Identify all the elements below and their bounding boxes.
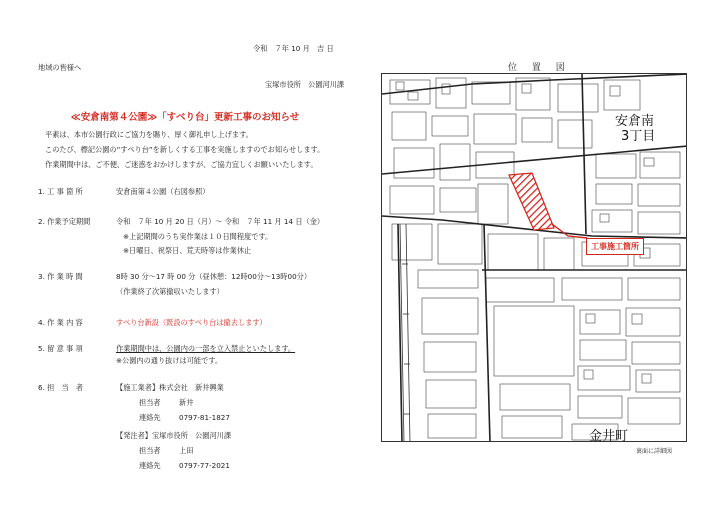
- client-phone: 0797-77-2021: [179, 461, 230, 470]
- item-value-location: 安倉南第４公園（右図参照）: [116, 187, 210, 196]
- sender: 宝塚市役所 公園河川課: [265, 80, 345, 89]
- intro-line: 作業期間中は、ご不便、ご迷惑をおかけしますが、ご協力宜しくお願いいたします。: [45, 160, 318, 169]
- callout-leader-line: [552, 224, 587, 238]
- hours-note: （作業終了次第撤収いたします）: [116, 287, 224, 296]
- client-phone-label: 連絡先: [139, 461, 161, 470]
- item-label-notice: 5. 留 意 事 項: [38, 344, 83, 353]
- notice-date: 令和 ７年 10 月 吉 日: [253, 44, 334, 53]
- period-note: ※上記期間のうち実作業は１０日間程度です。: [123, 232, 273, 241]
- item-label-period: 2. 作業予定期間: [38, 217, 91, 226]
- notice-title: ≪安倉南第４公園≫「すべり台」更新工事のお知らせ: [70, 112, 300, 123]
- contractor-person: 新井: [179, 398, 194, 407]
- item-value-notice: 作業期間中は、公園内の一部を立入禁止といたします。: [116, 344, 296, 353]
- construction-site-callout: 工事施工箇所: [586, 238, 644, 255]
- contractor-name: 【施工業者】株式会社 新井興業: [116, 383, 224, 392]
- notice-note: ※公園内の通り抜けは可能です。: [116, 356, 223, 365]
- contractor-phone: 0797-81-1827: [179, 413, 230, 422]
- client-person: 上田: [179, 446, 194, 455]
- client-person-label: 担当者: [139, 446, 161, 455]
- map-label-area-3: 金井町: [589, 429, 629, 444]
- item-value-hours: 8時 30 分～17 時 00 分（昼休憩：12時00分～13時00分）: [116, 272, 312, 281]
- item-value-content: すべり台新設（既設のすべり台は撤去します）: [116, 318, 267, 327]
- contractor-person-label: 担当者: [139, 398, 161, 407]
- client-name: 【発注者】宝塚市役所 公園河川課: [116, 431, 232, 440]
- item-label-hours: 3. 作 業 時 間: [38, 272, 83, 281]
- period-note: ※日曜日、祝祭日、荒天時等は作業休止: [123, 246, 252, 255]
- item-value-period: 令和 ７年 10 月 20 日（月）～ 令和 ７年 11 月 14 日（金）: [116, 217, 325, 226]
- recipient: 地域の皆様へ: [38, 63, 82, 72]
- map-title: 位 置 図: [508, 63, 571, 73]
- map-label-area-1: 安倉南: [615, 114, 655, 129]
- map-label-area-2: 3丁目: [621, 129, 656, 144]
- intro-line: このたび、標記公園の“すべり台”を新しくする工事を実施しますのでお知らせします。: [45, 145, 325, 154]
- intro-line: 平素は、本市公園行政にご協力を賜り、厚く御礼申し上げます。: [45, 130, 253, 139]
- item-label-location: 1. 工 事 箇 所: [38, 187, 83, 196]
- item-label-contact: 6. 担 当 者: [38, 383, 84, 392]
- item-label-content: 4. 作 業 内 容: [38, 318, 83, 327]
- map-footnote: 裏面に詳細図: [636, 448, 673, 455]
- construction-site-marker: [509, 173, 554, 230]
- contractor-phone-label: 連絡先: [139, 413, 161, 422]
